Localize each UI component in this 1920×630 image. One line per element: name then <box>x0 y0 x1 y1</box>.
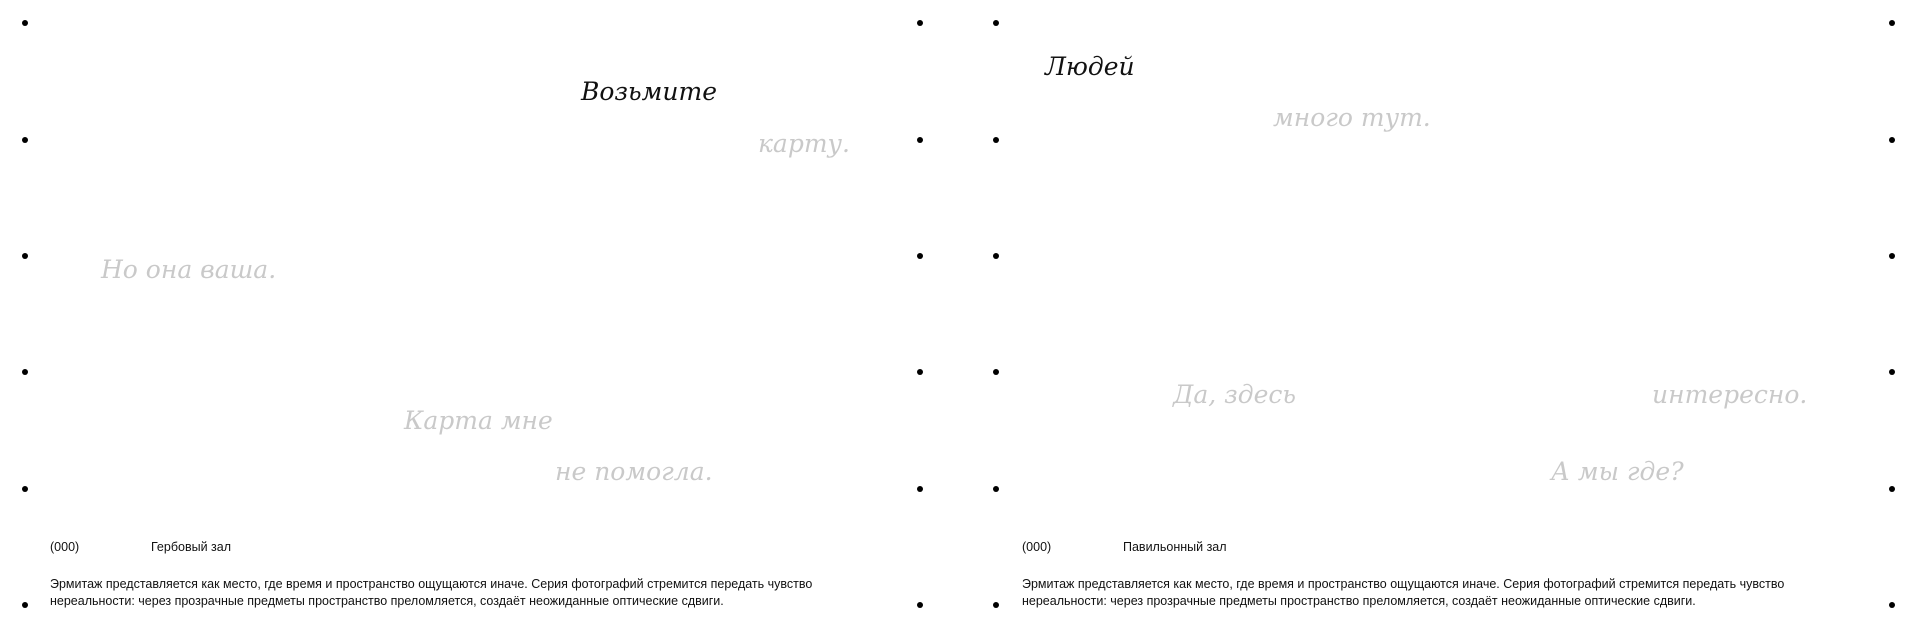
phrase-a-my-gde: А мы где? <box>1551 457 1684 486</box>
panel-number: (000) <box>50 540 80 554</box>
phrase-kartu: карту. <box>758 129 850 158</box>
phrase-karta-mne: Карта мне <box>404 406 553 435</box>
phrase-ne-pomogla: не помогла. <box>555 457 713 486</box>
hall-description: Эрмитаж представляется как место, где время и пространство ощущаются иначе. Серия фотографий стремится передать чувство нереальности: через прозрачные предметы пространство преломляется, создаёт неожиданные оптические сдвиги. <box>50 577 813 608</box>
phrase-no-ona-vasha: Но она ваша. <box>101 255 277 284</box>
phrase-lyudey: Людей <box>1045 52 1135 81</box>
phrase-vozmite: Возьмите <box>581 77 717 106</box>
hall-title: Гербовый зал <box>151 540 232 554</box>
panel-gerbovy-hall <box>0 0 950 630</box>
panel-number: (000) <box>1022 540 1052 554</box>
phrase-da-zdes: Да, здесь <box>1173 380 1297 409</box>
panel-pavilion-hall <box>970 0 1920 630</box>
phrase-mnogo-tut: много тут. <box>1273 103 1431 132</box>
hall-description: Эрмитаж представляется как место, где время и пространство ощущаются иначе. Серия фотографий стремится передать чувство нереальности: через прозрачные предметы пространство преломляется, создаёт неожиданные оптические сдвиги. <box>1022 577 1785 608</box>
phrase-interesno: интересно. <box>1652 380 1808 409</box>
hall-title: Павильонный зал <box>1123 540 1227 554</box>
